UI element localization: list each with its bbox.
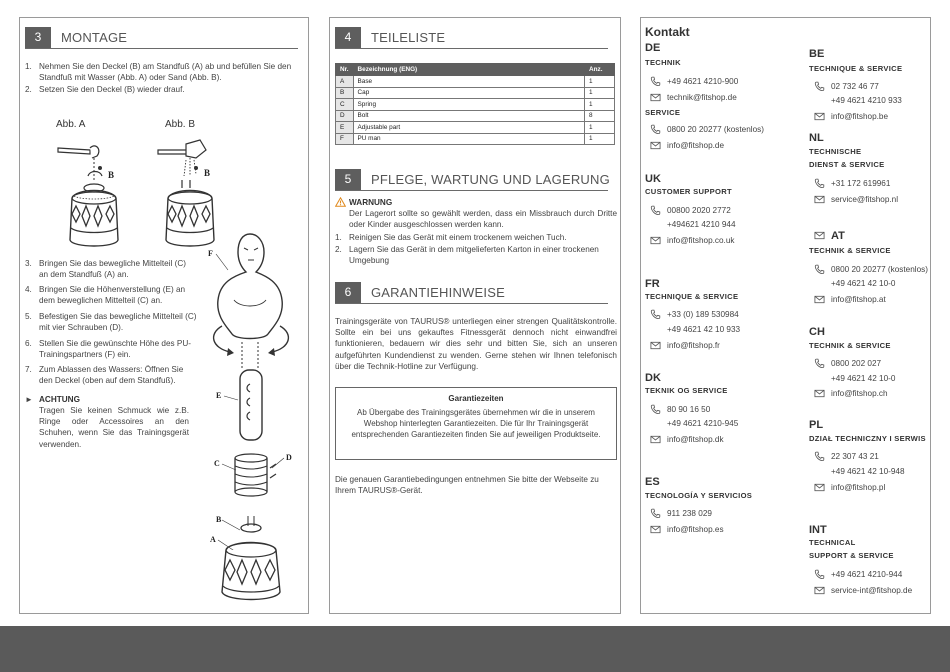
- warning-triangle-icon: [335, 197, 346, 210]
- section-title: GARANTIEHINWEISE: [371, 284, 505, 300]
- country-de: DE: [645, 42, 661, 54]
- base-water-illustration: [50, 136, 140, 254]
- table-row: B Cap 1: [336, 87, 615, 99]
- box-title: Garantiezeiten: [448, 394, 504, 403]
- category-label: TECHNIK & SERVICE: [809, 246, 891, 255]
- phone-number-secondary[interactable]: +49 4621 42 10-948: [831, 467, 905, 476]
- email-link[interactable]: info@fitshop.dk: [667, 435, 724, 444]
- category-label: TECHNICAL: [809, 538, 856, 547]
- phone-number[interactable]: 911 238 029: [667, 509, 712, 518]
- category-label: DIENST & SERVICE: [809, 160, 885, 169]
- mail-icon: [650, 434, 661, 445]
- phone-icon: [650, 124, 661, 135]
- phone-icon: [814, 81, 825, 92]
- section-rule: [335, 48, 608, 49]
- mail-icon: [814, 294, 825, 305]
- email-link[interactable]: info@fitshop.es: [667, 525, 724, 534]
- country-at: AT: [831, 230, 845, 242]
- phone-number[interactable]: +49 4621 4210-944: [831, 570, 902, 579]
- section-title: TEILELISTE: [371, 29, 446, 45]
- table-row: C Spring 1: [336, 99, 615, 111]
- section-rule: [335, 190, 608, 191]
- category-label: SERVICE: [645, 108, 681, 117]
- garantie-footer-text: Die genauen Garantiebedingungen entnehmen Sie bitte der Webseite zu Ihrem TAURUS®-Gerät.: [335, 475, 599, 496]
- phone-number-secondary[interactable]: +49 4621 42 10-0: [831, 374, 896, 383]
- footer-bar: [0, 626, 950, 672]
- category-label: TECHNISCHE: [809, 147, 862, 156]
- phone-number-secondary[interactable]: +494621 4210 944: [667, 220, 736, 229]
- section-number: 5: [335, 169, 361, 190]
- assembly-illustration: [200, 230, 302, 608]
- category-label: TECHNIK: [645, 58, 681, 67]
- category-label: TEKNIK OG SERVICE: [645, 386, 728, 395]
- phone-icon: [814, 569, 825, 580]
- country-uk: UK: [645, 173, 661, 185]
- column-header: Bezeichnung (ENG): [353, 64, 584, 76]
- section-title: PFLEGE, WARTUNG UND LAGERUNG: [371, 171, 610, 187]
- garantie-text: Trainingsgeräte von TAURUS® unterliegen einer strengen Qualitätskontrolle. Sollte ein bei uns gekauftes Fitnessgerät dennoch nicht einwandfrei funktionieren, bedauern wir dies sehr und bitten Sie, sich an unseren aufgeführten Kundendienst zu wenden. Gerne stehen wir Ihnen telefonisch über die Technik-Hotline zur Verfügung.: [335, 317, 617, 371]
- country-es: ES: [645, 476, 660, 488]
- fig-label-a: A: [210, 535, 216, 544]
- category-label: CUSTOMER SUPPORT: [645, 187, 732, 196]
- mail-icon: [650, 524, 661, 535]
- section-title: MONTAGE: [61, 29, 128, 45]
- section-rule: [335, 303, 608, 304]
- table-row: E Adjustable part 1: [336, 122, 615, 134]
- parts-table: [335, 63, 615, 145]
- phone-number-secondary[interactable]: +49 4621 4210-945: [667, 419, 739, 428]
- phone-number[interactable]: 0800 20 20277 (kostenlos): [831, 265, 928, 274]
- email-link[interactable]: info@fitshop.be: [831, 112, 888, 121]
- kontakt-title: Kontakt: [645, 25, 690, 39]
- phone-icon: [814, 264, 825, 275]
- section-rule: [25, 48, 298, 49]
- category-label: TECHNIQUE & SERVICE: [809, 64, 903, 73]
- section-number: 6: [335, 282, 361, 303]
- phone-number[interactable]: 0800 202 027: [831, 359, 881, 368]
- kontakt-panel: [640, 17, 931, 614]
- email-link[interactable]: service@fitshop.nl: [831, 195, 898, 204]
- garantiezeiten-box: [335, 387, 617, 460]
- mail-icon: [814, 482, 825, 493]
- figure-label-abb-a: Abb. A: [56, 119, 86, 130]
- warnung-text: Der Lagerort sollte so gewählt werden, dass ein Missbrauch durch Dritte oder Kinder ausgeschlossen werden kann.: [349, 209, 617, 230]
- figure-label-abb-b: Abb. B: [165, 119, 196, 130]
- phone-icon: [650, 205, 661, 216]
- box-text: Ab Übergabe des Trainingsgerätes übernehmen wir die in unserem Webshop hinterlegten Garantiezeiten. Die für Ihr Trainingsgerät entsprechenden Garantiezeiten finden Sie auf jeweiligen Produktseite.: [351, 408, 601, 439]
- phone-number[interactable]: +49 4621 4210-900: [667, 77, 738, 86]
- mail-icon: [814, 585, 825, 596]
- fig-label-f: F: [208, 249, 213, 258]
- email-link[interactable]: service-int@fitshop.de: [831, 586, 912, 595]
- phone-icon: [650, 309, 661, 320]
- column-header: Nr.: [336, 64, 354, 76]
- phone-icon: [814, 178, 825, 189]
- category-label: TECHNIQUE & SERVICE: [645, 292, 739, 301]
- phone-number[interactable]: +33 (0) 189 530984: [667, 310, 739, 319]
- phone-number[interactable]: 0800 20 20277 (kostenlos): [667, 125, 764, 134]
- country-ch: CH: [809, 326, 825, 338]
- category-label: TECNOLOGÍA Y SERVICIOS: [645, 491, 753, 500]
- mail-icon: [814, 194, 825, 205]
- country-int: INT: [809, 524, 827, 536]
- phone-icon: [650, 508, 661, 519]
- phone-number[interactable]: 00800 2020 2772: [667, 206, 731, 215]
- table-row: F PU man 1: [336, 133, 615, 145]
- country-be: BE: [809, 48, 825, 60]
- phone-number-secondary[interactable]: +49 4621 4210 933: [831, 96, 902, 105]
- teileliste-header: [335, 25, 445, 49]
- phone-number[interactable]: 02 732 46 77: [831, 82, 879, 91]
- section-number: 3: [25, 27, 51, 48]
- email-link[interactable]: info@fitshop.at: [831, 295, 886, 304]
- email-link[interactable]: info@fitshop.de: [667, 141, 724, 150]
- phone-number-secondary[interactable]: +49 4621 42 10-0: [831, 279, 896, 288]
- garantie-header: [335, 280, 505, 304]
- table-row: D Bolt 8: [336, 110, 615, 122]
- svg-text:B: B: [108, 170, 115, 180]
- email-link[interactable]: info@fitshop.co.uk: [667, 236, 734, 245]
- fig-label-d: D: [286, 453, 292, 462]
- mail-icon: [650, 140, 661, 151]
- section-number: 4: [335, 27, 361, 48]
- category-label: TECHNIK & SERVICE: [809, 341, 891, 350]
- country-fr: FR: [645, 278, 660, 290]
- column-header: Anz.: [585, 64, 615, 76]
- mail-icon: [650, 340, 661, 351]
- phone-number-secondary[interactable]: +49 4621 42 10 933: [667, 325, 741, 334]
- email-link[interactable]: info@fitshop.ch: [831, 389, 888, 398]
- email-link[interactable]: technik@fitshop.de: [667, 93, 737, 102]
- fig-label-e: E: [216, 391, 222, 400]
- phone-icon: [814, 358, 825, 369]
- phone-icon: [650, 76, 661, 87]
- phone-number[interactable]: 22 307 43 21: [831, 452, 879, 461]
- svg-text:B: B: [204, 168, 211, 178]
- phone-number[interactable]: 80 90 16 50: [667, 405, 710, 414]
- mail-icon: [814, 111, 825, 122]
- country-nl: NL: [809, 132, 824, 144]
- montage-header: [25, 25, 127, 49]
- email-link[interactable]: info@fitshop.pl: [831, 483, 885, 492]
- fig-label-b: B: [216, 515, 222, 524]
- mail-icon: [650, 235, 661, 246]
- mail-icon: [814, 230, 825, 241]
- country-pl: PL: [809, 419, 824, 431]
- country-dk: DK: [645, 372, 661, 384]
- middle-panel: 4 TEILELISTE Nr. Bezeichnung (ENG) Anz. A Base 1 B Cap 1 C Spring 1 D Bolt 8 E Adjustable part 1 F PU man 1 5 PFLEGE, WARTUNG UND LAGERUNG WARNUNG Der Lagerort sollte so gewählt werden, dass ein Missbrauch durch Dritte oder Kinder ausgeschlossen werden kann. 1. Reinigen Sie das Gerät mit einem trockenem weichen Tuch. 2. Lagern Sie das Gerät in dem mitgelieferten Karton in einer trockenen Umgebung 6 GARANTIEHINWEISE Trainingsgeräte von TAURUS® unterliegen einer strengen Qualitätskontrolle. Sollte ein bei uns gekauftes Fitnessgerät dennoch nicht einwandfrei funktionieren, bedauern wir dies sehr und bitten Sie, sich an unseren aufgeführten Kundendienst zu wenden. Gerne stehen wir Ihnen telefonisch über die Technik-Hotline zur Verfügung. Garantiezeiten Ab Übergabe des Trainingsgerätes übernehmen wir die in unserem Webshop hinterlegten Garantiezeiten. Die für Ihr Trainingsgerät entsprechenden Garantiezeiten finden Sie auf jeweiligen Produktseite. Die genauen Garantiebedingungen entnehmen Sie bitte der Webseite zu Ihrem TAURUS®-Gerät.: [329, 17, 621, 614]
- table-row: A Base 1: [336, 76, 615, 88]
- montage-panel: 3 MONTAGE 1. Nehmen Sie den Deckel (B) am Standfuß (A) ab und befüllen Sie den Standfuß mit Wasser (Abb. A) oder Sand (Abb. B). 2. Setzen Sie den Deckel (B) wieder drauf. Abb. A Abb. B B B 3. Bringen Sie das bewegliche Mittelteil (C) an dem Standfuß (A) an. 4. Bringen Sie die Höhenverstellung (E) an dem beweglichen Mittelteil (C) an. 5. Befestigen Sie das bewegliche Mittelteil (C) mit vier Schrauben (D). 6. Stellen Sie die gewünschte Höhe des PU-Trainingspartners (F) ein. 7. Zum Ablassen des Wassers: Öffnen Sie den Deckel (oben auf dem Standfuß). ► ACHTUNG Tragen Sie keinen Schmuck wie z.B. Ringe oder Accessoires an den Schuhen, wenn Sie das Trainingsgerät verwenden. F E C D B A: [19, 17, 309, 614]
- category-label: DZIAŁ TECHNICZNY I SERWIS: [809, 434, 926, 443]
- category-label: SUPPORT & SERVICE: [809, 551, 894, 560]
- email-link[interactable]: info@fitshop.fr: [667, 341, 720, 350]
- table-header-row: [336, 64, 615, 76]
- mail-icon: [814, 388, 825, 399]
- phone-icon: [650, 404, 661, 415]
- fig-label-c: C: [214, 459, 220, 468]
- phone-icon: [814, 451, 825, 462]
- achtung-text: Tragen Sie keinen Schmuck wie z.B. Ringe oder Accessoires an den Schuhen, wenn Sie das Trainingsgerät verwenden.: [39, 406, 189, 449]
- mail-icon: [650, 92, 661, 103]
- pflege-header: [335, 167, 610, 191]
- phone-number[interactable]: +31 172 619961: [831, 179, 890, 188]
- arrow-right-icon: ►: [25, 395, 33, 404]
